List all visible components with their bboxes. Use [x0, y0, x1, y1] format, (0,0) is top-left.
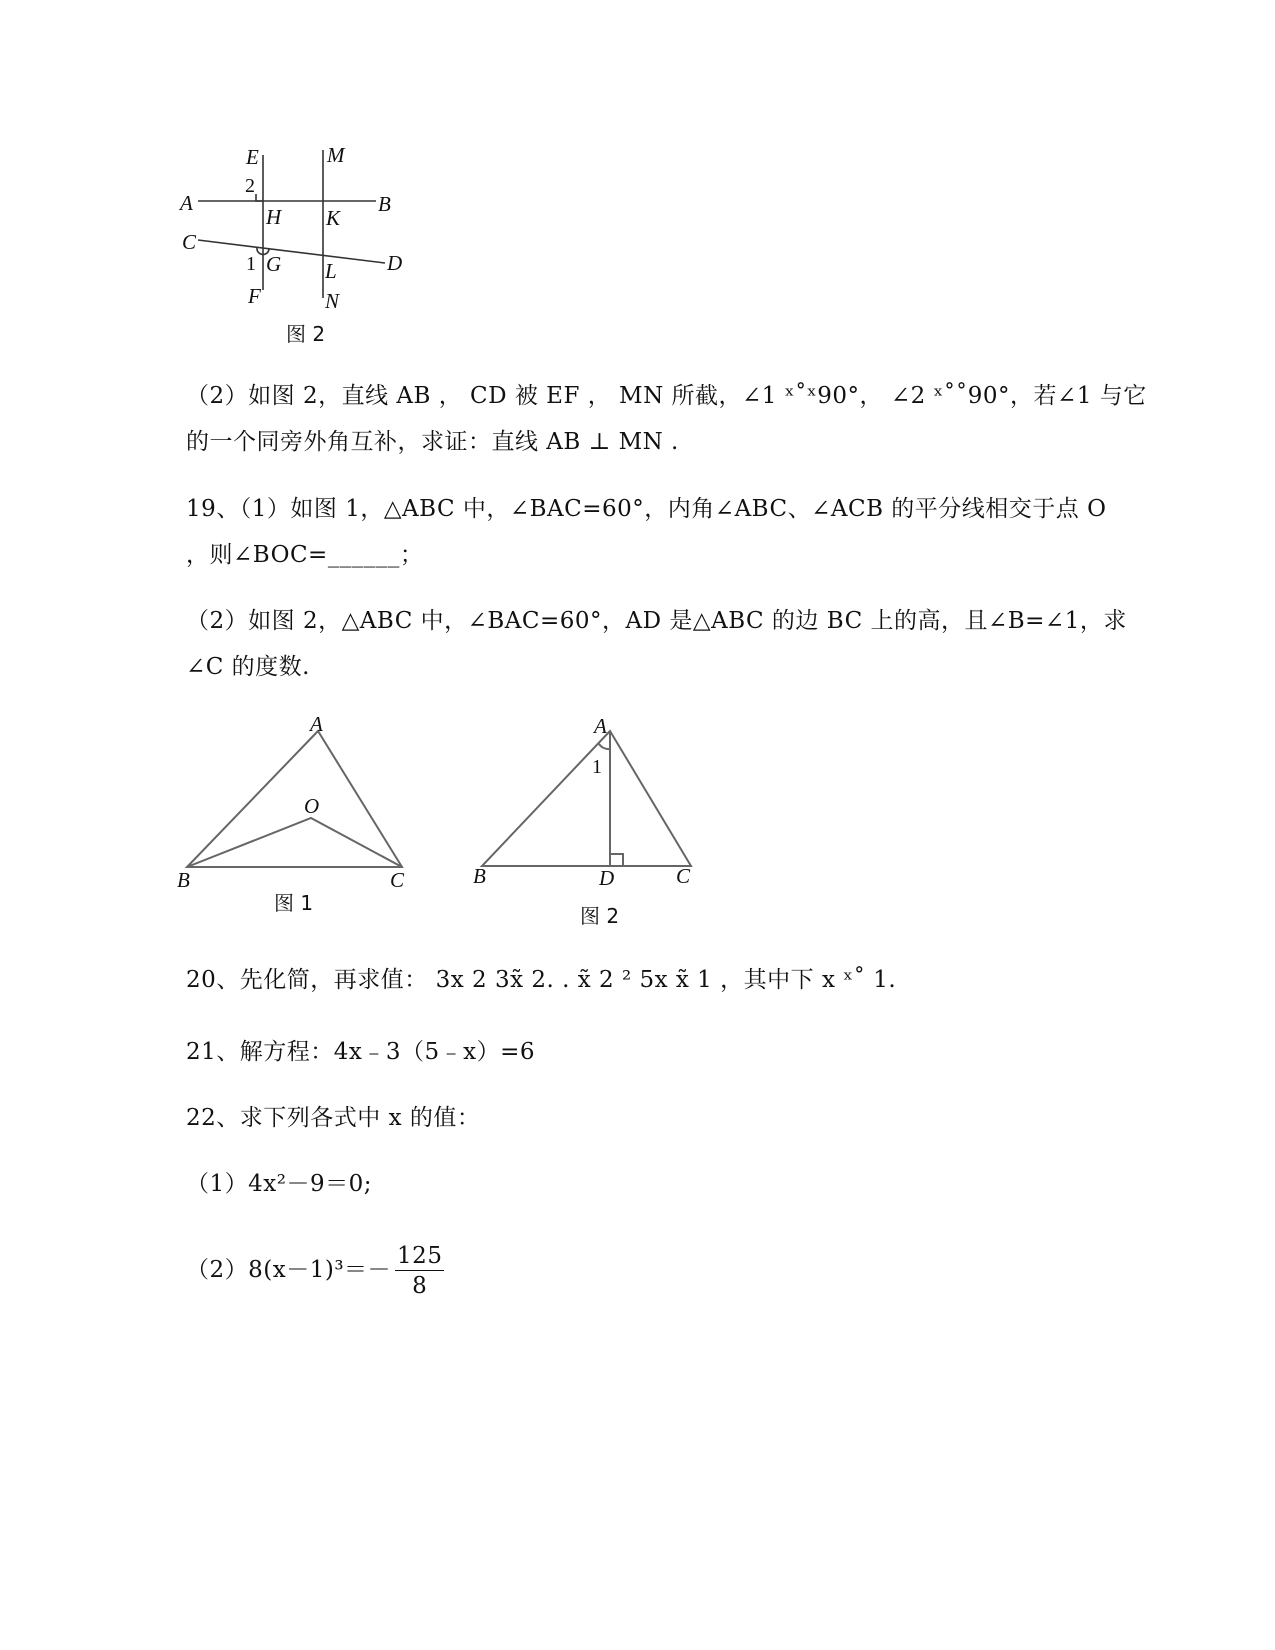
- label-L: L: [325, 259, 337, 283]
- label-E: E: [246, 145, 259, 169]
- label-N: N: [325, 289, 340, 313]
- q22-item2-prefix: （2）8(x－1)³＝－: [186, 1257, 392, 1283]
- label-M: M: [327, 143, 345, 167]
- q21-text: 21、解方程：4x﹣3（5﹣x）=6: [186, 1039, 536, 1065]
- label-G: G: [266, 252, 282, 276]
- triangle-abc: [187, 731, 402, 867]
- figure-1-triangle: [170, 705, 430, 925]
- q20-text: 20、先化简，再求值： 3x 2 3x̃ 2. . x̃ 2 ² 5x x̃ 1 ，其中下 x ˣ˚ 1.: [186, 967, 897, 993]
- q22-title: 22、求下列各式中 x 的值：: [186, 1105, 481, 1131]
- q19-line3: （2）如图 2，△ABC 中，∠BAC=60°，AD 是△ABC 的边 BC 上的高，且∠B=∠1，求: [186, 608, 1127, 634]
- figure-caption: 图 1: [274, 891, 314, 915]
- figure-transversals: [170, 140, 430, 355]
- label-B: B: [473, 864, 486, 888]
- label-D: D: [387, 251, 403, 275]
- label-K: K: [326, 206, 341, 230]
- label-A: A: [594, 714, 607, 738]
- label-C: C: [390, 868, 405, 892]
- q22-item2: [186, 1240, 444, 1301]
- label-C: C: [182, 230, 197, 254]
- figure-caption: 图 2: [580, 904, 620, 928]
- label-angle-1: 1: [246, 253, 256, 275]
- label-F: F: [248, 284, 261, 308]
- fraction-denominator: 8: [412, 1272, 428, 1299]
- label-A: A: [180, 191, 193, 215]
- q19-line1: 19、（1）如图 1，△ABC 中，∠BAC=60°，内角∠ABC、∠ACB 的平分线相交于点 O: [186, 496, 1107, 522]
- label-angle-2: 2: [245, 175, 255, 197]
- label-B: B: [177, 868, 190, 892]
- label-angle-1: 1: [592, 756, 602, 778]
- label-O: O: [304, 794, 320, 818]
- triangle-abc: [482, 731, 691, 866]
- figure-2-triangle: [465, 705, 715, 935]
- q19-line4: ∠C 的度数.: [186, 654, 310, 680]
- bisectors-bo-co: [187, 818, 402, 867]
- line-cd: [198, 240, 385, 263]
- label-A: A: [310, 712, 323, 736]
- label-C: C: [676, 864, 691, 888]
- q18-2-line2: 的一个同旁外角互补，求证：直线 AB ⊥ MN .: [186, 429, 679, 455]
- fraction: [395, 1242, 444, 1301]
- fraction-numerator: 125: [397, 1242, 443, 1269]
- label-B: B: [378, 192, 391, 216]
- right-angle-mark: [610, 854, 623, 866]
- q19-line2: ，则∠BOC=______；: [186, 542, 424, 568]
- q18-2-line1: （2）如图 2，直线 AB ， CD 被 EF ， MN 所截，∠1 ˣ˚ˣ90°， ∠2 ˣ˚˚90°，若∠1 与它: [186, 383, 1147, 409]
- angle-1-arc: [599, 744, 610, 749]
- q22-item1: （1）4x²－9＝0;: [186, 1171, 372, 1197]
- figure-caption: 图 2: [286, 322, 326, 346]
- right-angle-mark: [256, 194, 263, 201]
- label-D: D: [599, 866, 615, 890]
- label-H: H: [266, 205, 282, 229]
